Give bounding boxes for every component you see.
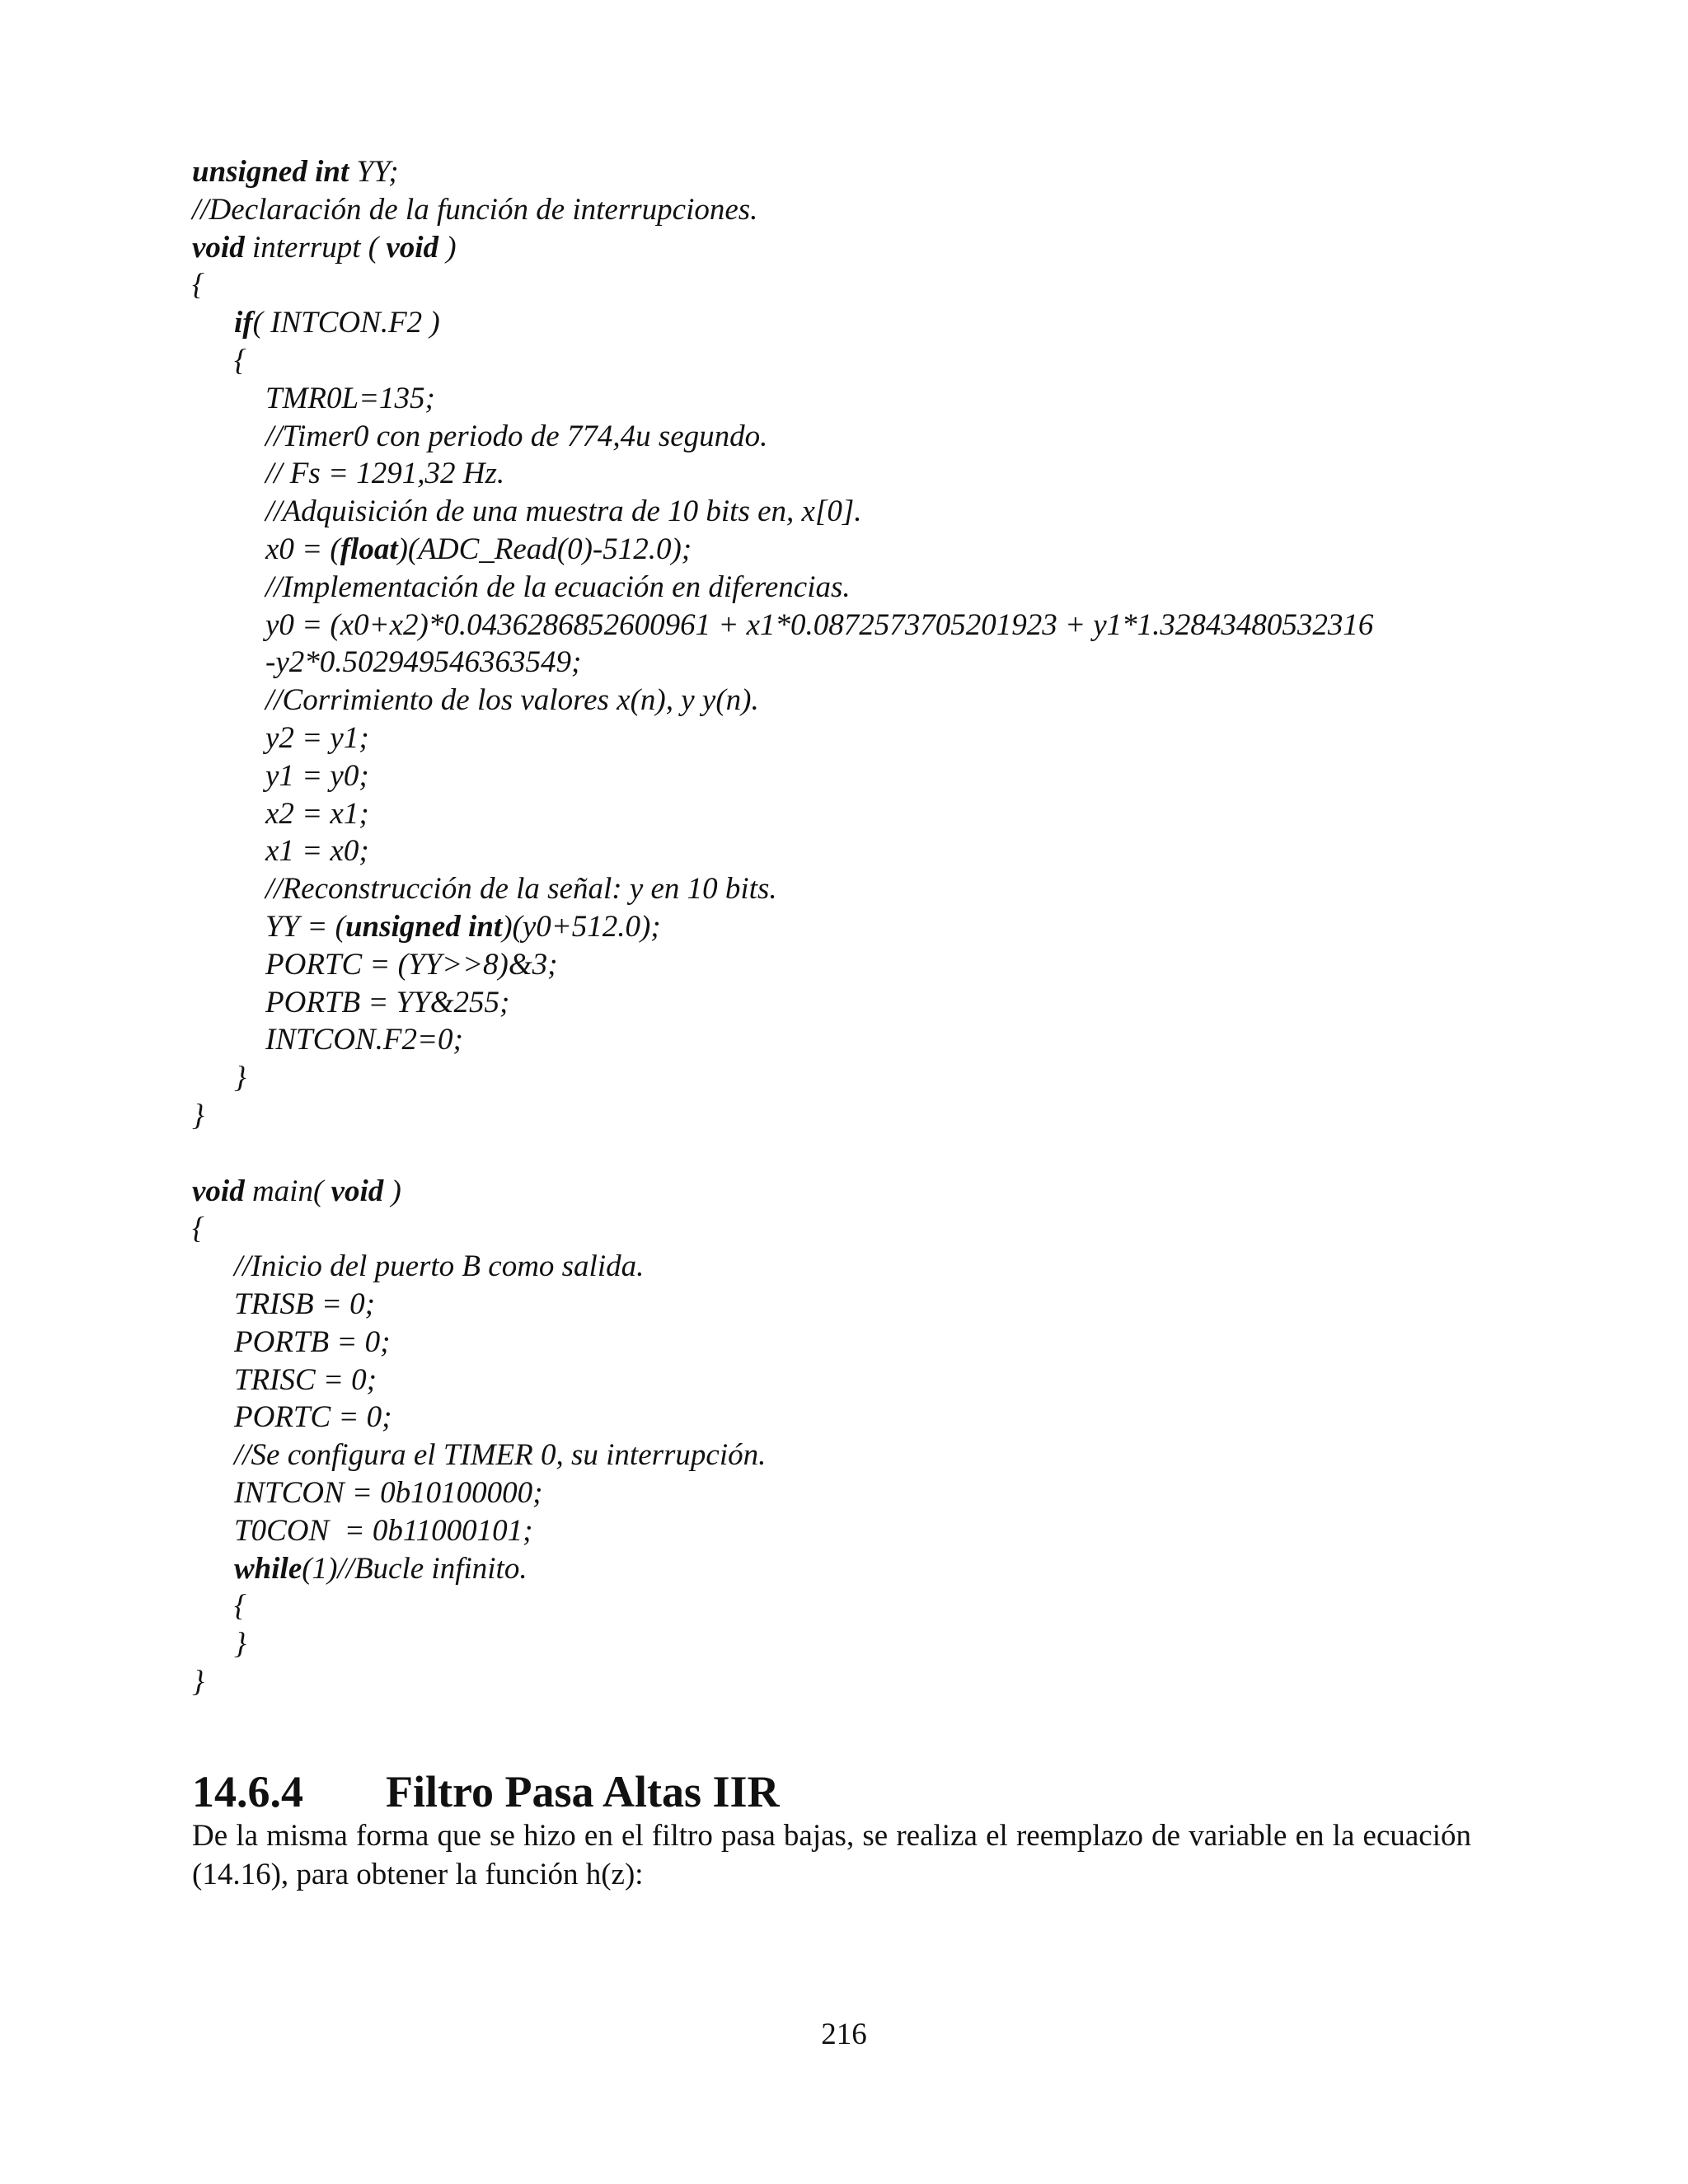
code-text: INTCON.F2=0; xyxy=(265,1023,463,1057)
code-text: y1 = y0; xyxy=(265,759,369,793)
code-text: TRISB = 0; xyxy=(234,1287,375,1321)
code-text: TMR0L=135; xyxy=(265,382,435,415)
section-number: 14.6.4 xyxy=(192,1767,303,1816)
code-line xyxy=(265,795,369,833)
code-line xyxy=(234,342,246,380)
code-text: )(y0+512.0); xyxy=(502,910,661,944)
code-text: //Declaración de la función de interrupciones. xyxy=(192,193,758,227)
code-keyword: void xyxy=(192,231,245,265)
code-text: //Reconstrucción de la señal: y en 10 bits. xyxy=(265,872,777,906)
body-paragraph: De la misma forma que se hizo en el filtro pasa bajas, se realiza el reemplazo de variable en la ecuación (14.16), para obtener la función h(z): xyxy=(192,1819,1471,1891)
code-line xyxy=(265,719,369,757)
code-line xyxy=(234,1474,542,1512)
code-line xyxy=(234,304,440,342)
code-line xyxy=(234,1436,766,1474)
code-line xyxy=(265,757,369,795)
code-line xyxy=(234,1587,246,1625)
code-text: { xyxy=(192,1212,204,1245)
code-line xyxy=(265,531,692,569)
page-number: 216 xyxy=(821,2018,867,2051)
code-line xyxy=(234,1625,246,1663)
code-text: //Inicio del puerto B como salida. xyxy=(234,1249,645,1283)
code-text: //Se configura el TIMER 0, su interrupción. xyxy=(234,1438,767,1472)
code-text: main( xyxy=(244,1174,331,1208)
code-text: TRISC = 0; xyxy=(234,1363,377,1397)
code-text: ( INTCON.F2 ) xyxy=(252,306,440,340)
code-text: PORTB = YY&255; xyxy=(265,986,510,1019)
code-line xyxy=(234,1399,392,1436)
code-line xyxy=(265,832,369,870)
code-text: //Corrimiento de los valores x(n), y y(n). xyxy=(265,683,759,717)
code-keyword: void xyxy=(386,231,439,265)
code-line xyxy=(265,682,759,719)
code-text: { xyxy=(192,268,204,302)
code-text: (1)//Bucle infinito. xyxy=(302,1552,528,1586)
code-line xyxy=(192,1663,204,1701)
code-text: } xyxy=(234,1061,246,1094)
code-keyword: void xyxy=(331,1174,384,1208)
code-line xyxy=(234,1248,644,1286)
code-text: INTCON = 0b10100000; xyxy=(234,1476,543,1510)
code-line xyxy=(234,1324,390,1361)
code-line xyxy=(265,984,509,1022)
section-heading xyxy=(192,1765,780,1818)
code-line xyxy=(265,418,767,456)
code-line xyxy=(265,569,851,607)
code-text: { xyxy=(234,1589,246,1623)
code-text: //Adquisición de una muestra de 10 bits en, x[0]. xyxy=(265,494,862,528)
code-text: x0 = ( xyxy=(265,532,340,566)
code-line xyxy=(192,1173,401,1211)
code-text: )(ADC_Read(0)-512.0); xyxy=(397,532,692,566)
code-line xyxy=(234,1361,377,1399)
code-text: // Fs = 1291,32 Hz. xyxy=(265,457,505,490)
code-keyword: unsigned int xyxy=(192,155,349,189)
code-text: PORTB = 0; xyxy=(234,1325,391,1359)
code-text: PORTC = 0; xyxy=(234,1400,392,1434)
code-keyword: void xyxy=(192,1174,245,1208)
code-keyword: while xyxy=(234,1552,302,1586)
code-text: x1 = x0; xyxy=(265,834,369,868)
code-text: ) xyxy=(383,1174,401,1208)
code-text: } xyxy=(192,1665,204,1699)
code-text: { xyxy=(234,344,246,377)
code-text: //Implementación de la ecuación en diferencias. xyxy=(265,570,851,604)
section-title: Filtro Pasa Altas IIR xyxy=(386,1767,780,1816)
code-line xyxy=(192,153,399,191)
code-line xyxy=(192,1097,204,1135)
code-keyword: if xyxy=(234,306,253,340)
code-text: y2 = y1; xyxy=(265,721,369,755)
code-line xyxy=(192,266,204,304)
code-text: T0CON = 0b11000101; xyxy=(234,1514,533,1548)
code-line xyxy=(265,455,504,493)
code-line xyxy=(234,1286,375,1324)
code-line xyxy=(265,1021,463,1059)
code-text: -y2*0.502949546363549; xyxy=(265,645,582,679)
code-line xyxy=(265,946,557,984)
code-text: x2 = x1; xyxy=(265,797,369,831)
code-line xyxy=(192,229,457,267)
code-text: ) xyxy=(438,231,457,265)
code-line xyxy=(265,908,661,946)
code-text: } xyxy=(234,1627,246,1661)
code-line xyxy=(265,870,777,908)
code-line xyxy=(265,380,435,418)
code-text: YY; xyxy=(349,155,399,189)
code-line xyxy=(234,1550,528,1588)
code-keyword: unsigned int xyxy=(345,910,503,944)
code-text: PORTC = (YY>>8)&3; xyxy=(265,948,558,982)
code-line xyxy=(234,1059,246,1097)
code-line xyxy=(234,1512,532,1550)
code-keyword: float xyxy=(340,532,398,566)
code-line xyxy=(192,191,757,229)
code-line xyxy=(192,1210,204,1248)
code-text: YY = ( xyxy=(265,910,345,944)
code-line xyxy=(265,644,581,682)
code-line xyxy=(265,493,862,531)
code-text: } xyxy=(192,1099,204,1132)
code-text: interrupt ( xyxy=(244,231,387,265)
code-text: y0 = (x0+x2)*0.0436286852600961 + x1*0.0872573705201923 + y1*1.32843480532316 xyxy=(265,608,1374,642)
code-line xyxy=(265,607,1373,644)
code-text: //Timer0 con periodo de 774,4u segundo. xyxy=(265,419,768,453)
